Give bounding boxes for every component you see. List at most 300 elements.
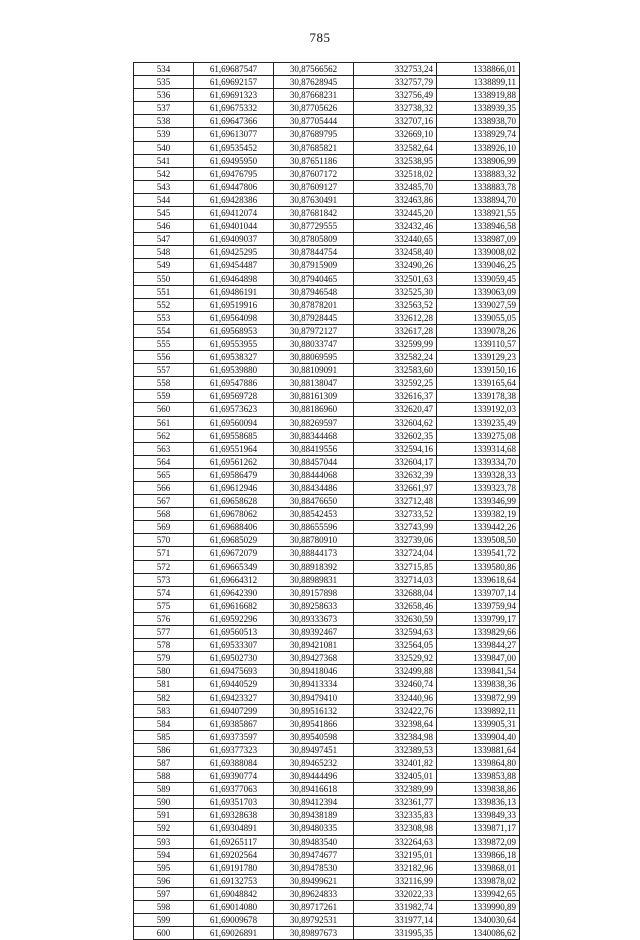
point-number-cell: 534 bbox=[134, 63, 194, 76]
table-row bbox=[134, 626, 520, 639]
y-coordinate-cell: 1339892,11 bbox=[437, 704, 520, 717]
longitude-cell: 30,89413334 bbox=[274, 678, 354, 691]
y-coordinate-cell: 1339323,78 bbox=[437, 482, 520, 495]
latitude-cell: 61,69685029 bbox=[194, 534, 274, 547]
point-number-cell: 538 bbox=[134, 115, 194, 128]
x-coordinate-cell: 332401,82 bbox=[354, 756, 437, 769]
y-coordinate-cell: 1338939,35 bbox=[437, 102, 520, 115]
x-coordinate-cell: 332724,04 bbox=[354, 547, 437, 560]
point-number-cell: 535 bbox=[134, 76, 194, 89]
x-coordinate-cell: 332440,96 bbox=[354, 691, 437, 704]
y-coordinate-cell: 1339328,33 bbox=[437, 468, 520, 481]
table-row bbox=[134, 272, 520, 285]
point-number-cell: 586 bbox=[134, 743, 194, 756]
table-row bbox=[134, 547, 520, 560]
x-coordinate-cell: 332612,28 bbox=[354, 311, 437, 324]
latitude-cell: 61,69265117 bbox=[194, 835, 274, 848]
x-coordinate-cell: 332116,99 bbox=[354, 874, 437, 887]
point-number-cell: 540 bbox=[134, 141, 194, 154]
latitude-cell: 61,69551964 bbox=[194, 442, 274, 455]
latitude-cell: 61,69642390 bbox=[194, 586, 274, 599]
table-row bbox=[134, 442, 520, 455]
latitude-cell: 61,69026891 bbox=[194, 927, 274, 940]
y-coordinate-cell: 1339905,31 bbox=[437, 717, 520, 730]
longitude-cell: 30,88138047 bbox=[274, 377, 354, 390]
x-coordinate-cell: 332604,17 bbox=[354, 455, 437, 468]
y-coordinate-cell: 1339110,57 bbox=[437, 337, 520, 350]
longitude-cell: 30,89480335 bbox=[274, 822, 354, 835]
table-row bbox=[134, 351, 520, 364]
table-row bbox=[134, 482, 520, 495]
latitude-cell: 61,69328638 bbox=[194, 809, 274, 822]
longitude-cell: 30,87607172 bbox=[274, 167, 354, 180]
latitude-cell: 61,69535452 bbox=[194, 141, 274, 154]
longitude-cell: 30,87915909 bbox=[274, 259, 354, 272]
table-row bbox=[134, 468, 520, 481]
latitude-cell: 61,69678062 bbox=[194, 508, 274, 521]
y-coordinate-cell: 1338938,70 bbox=[437, 115, 520, 128]
point-number-cell: 578 bbox=[134, 639, 194, 652]
point-number-cell: 537 bbox=[134, 102, 194, 115]
point-number-cell: 553 bbox=[134, 311, 194, 324]
table-row bbox=[134, 665, 520, 678]
x-coordinate-cell: 332669,10 bbox=[354, 128, 437, 141]
y-coordinate-cell: 1338987,09 bbox=[437, 233, 520, 246]
x-coordinate-cell: 332361,77 bbox=[354, 796, 437, 809]
longitude-cell: 30,87628945 bbox=[274, 76, 354, 89]
coordinates-table bbox=[133, 62, 520, 940]
point-number-cell: 554 bbox=[134, 324, 194, 337]
table-row bbox=[134, 573, 520, 586]
table-row bbox=[134, 102, 520, 115]
point-number-cell: 561 bbox=[134, 416, 194, 429]
table-row bbox=[134, 612, 520, 625]
y-coordinate-cell: 1339872,09 bbox=[437, 835, 520, 848]
longitude-cell: 30,88186960 bbox=[274, 403, 354, 416]
x-coordinate-cell: 332335,83 bbox=[354, 809, 437, 822]
x-coordinate-cell: 332022,33 bbox=[354, 887, 437, 900]
longitude-cell: 30,89624833 bbox=[274, 887, 354, 900]
y-coordinate-cell: 1339129,23 bbox=[437, 351, 520, 364]
longitude-cell: 30,87685821 bbox=[274, 141, 354, 154]
table-row bbox=[134, 639, 520, 652]
longitude-cell: 30,89479410 bbox=[274, 691, 354, 704]
latitude-cell: 61,69533307 bbox=[194, 639, 274, 652]
longitude-cell: 30,87805809 bbox=[274, 233, 354, 246]
point-number-cell: 564 bbox=[134, 455, 194, 468]
x-coordinate-cell: 332384,98 bbox=[354, 730, 437, 743]
point-number-cell: 590 bbox=[134, 796, 194, 809]
y-coordinate-cell: 1339878,02 bbox=[437, 874, 520, 887]
y-coordinate-cell: 1339838,86 bbox=[437, 783, 520, 796]
y-coordinate-cell: 1339868,01 bbox=[437, 861, 520, 874]
longitude-cell: 30,87566562 bbox=[274, 63, 354, 76]
x-coordinate-cell: 332463,86 bbox=[354, 193, 437, 206]
latitude-cell: 61,69132753 bbox=[194, 874, 274, 887]
table-row bbox=[134, 652, 520, 665]
latitude-cell: 61,69553955 bbox=[194, 337, 274, 350]
latitude-cell: 61,69440529 bbox=[194, 678, 274, 691]
latitude-cell: 61,69502730 bbox=[194, 652, 274, 665]
point-number-cell: 584 bbox=[134, 717, 194, 730]
point-number-cell: 581 bbox=[134, 678, 194, 691]
point-number-cell: 575 bbox=[134, 599, 194, 612]
x-coordinate-cell: 331982,74 bbox=[354, 901, 437, 914]
latitude-cell: 61,69390774 bbox=[194, 770, 274, 783]
point-number-cell: 563 bbox=[134, 442, 194, 455]
point-number-cell: 569 bbox=[134, 521, 194, 534]
latitude-cell: 61,69373597 bbox=[194, 730, 274, 743]
y-coordinate-cell: 1339844,27 bbox=[437, 639, 520, 652]
latitude-cell: 61,69401044 bbox=[194, 220, 274, 233]
x-coordinate-cell: 332712,48 bbox=[354, 495, 437, 508]
longitude-cell: 30,87705444 bbox=[274, 115, 354, 128]
point-number-cell: 571 bbox=[134, 547, 194, 560]
latitude-cell: 61,69407299 bbox=[194, 704, 274, 717]
y-coordinate-cell: 1338919,88 bbox=[437, 89, 520, 102]
table-row bbox=[134, 76, 520, 89]
x-coordinate-cell: 332422,76 bbox=[354, 704, 437, 717]
point-number-cell: 574 bbox=[134, 586, 194, 599]
table-row bbox=[134, 429, 520, 442]
y-coordinate-cell: 1340030,64 bbox=[437, 914, 520, 927]
y-coordinate-cell: 1339799,17 bbox=[437, 612, 520, 625]
y-coordinate-cell: 1339942,65 bbox=[437, 887, 520, 900]
point-number-cell: 562 bbox=[134, 429, 194, 442]
longitude-cell: 30,89474677 bbox=[274, 848, 354, 861]
latitude-cell: 61,69616682 bbox=[194, 599, 274, 612]
longitude-cell: 30,89478530 bbox=[274, 861, 354, 874]
y-coordinate-cell: 1339442,26 bbox=[437, 521, 520, 534]
latitude-cell: 61,69476795 bbox=[194, 167, 274, 180]
longitude-cell: 30,88542453 bbox=[274, 508, 354, 521]
y-coordinate-cell: 1339872,99 bbox=[437, 691, 520, 704]
y-coordinate-cell: 1338929,74 bbox=[437, 128, 520, 141]
table-row bbox=[134, 508, 520, 521]
table-row bbox=[134, 311, 520, 324]
latitude-cell: 61,69586479 bbox=[194, 468, 274, 481]
table-row bbox=[134, 521, 520, 534]
x-coordinate-cell: 332592,25 bbox=[354, 377, 437, 390]
x-coordinate-cell: 332620,47 bbox=[354, 403, 437, 416]
x-coordinate-cell: 331977,14 bbox=[354, 914, 437, 927]
longitude-cell: 30,89897673 bbox=[274, 927, 354, 940]
y-coordinate-cell: 1339046,25 bbox=[437, 259, 520, 272]
x-coordinate-cell: 332389,53 bbox=[354, 743, 437, 756]
y-coordinate-cell: 1339059,45 bbox=[437, 272, 520, 285]
page-number: 785 bbox=[309, 30, 331, 45]
longitude-cell: 30,88161309 bbox=[274, 390, 354, 403]
longitude-cell: 30,87972127 bbox=[274, 324, 354, 337]
longitude-cell: 30,89717261 bbox=[274, 901, 354, 914]
x-coordinate-cell: 332563,52 bbox=[354, 298, 437, 311]
y-coordinate-cell: 1339838,36 bbox=[437, 678, 520, 691]
x-coordinate-cell: 332485,70 bbox=[354, 180, 437, 193]
x-coordinate-cell: 332594,16 bbox=[354, 442, 437, 455]
latitude-cell: 61,69048842 bbox=[194, 887, 274, 900]
longitude-cell: 30,87878201 bbox=[274, 298, 354, 311]
table-row bbox=[134, 914, 520, 927]
point-number-cell: 559 bbox=[134, 390, 194, 403]
longitude-cell: 30,89541866 bbox=[274, 717, 354, 730]
longitude-cell: 30,89392467 bbox=[274, 626, 354, 639]
table-row bbox=[134, 154, 520, 167]
point-number-cell: 565 bbox=[134, 468, 194, 481]
y-coordinate-cell: 1340086,62 bbox=[437, 927, 520, 940]
latitude-cell: 61,69688406 bbox=[194, 521, 274, 534]
latitude-cell: 61,69009678 bbox=[194, 914, 274, 927]
point-number-cell: 570 bbox=[134, 534, 194, 547]
x-coordinate-cell: 332458,40 bbox=[354, 246, 437, 259]
table-row bbox=[134, 259, 520, 272]
point-number-cell: 585 bbox=[134, 730, 194, 743]
longitude-cell: 30,89499621 bbox=[274, 874, 354, 887]
y-coordinate-cell: 1338946,58 bbox=[437, 220, 520, 233]
point-number-cell: 550 bbox=[134, 272, 194, 285]
longitude-cell: 30,89540598 bbox=[274, 730, 354, 743]
longitude-cell: 30,89438189 bbox=[274, 809, 354, 822]
longitude-cell: 30,88444068 bbox=[274, 468, 354, 481]
x-coordinate-cell: 332739,06 bbox=[354, 534, 437, 547]
latitude-cell: 61,69464898 bbox=[194, 272, 274, 285]
latitude-cell: 61,69658628 bbox=[194, 495, 274, 508]
x-coordinate-cell: 332594,63 bbox=[354, 626, 437, 639]
x-coordinate-cell: 332602,35 bbox=[354, 429, 437, 442]
point-number-cell: 572 bbox=[134, 560, 194, 573]
x-coordinate-cell: 332490,26 bbox=[354, 259, 437, 272]
longitude-cell: 30,87609127 bbox=[274, 180, 354, 193]
y-coordinate-cell: 1339707,14 bbox=[437, 586, 520, 599]
latitude-cell: 61,69558685 bbox=[194, 429, 274, 442]
point-number-cell: 552 bbox=[134, 298, 194, 311]
table-row bbox=[134, 390, 520, 403]
table-row bbox=[134, 403, 520, 416]
longitude-cell: 30,89416618 bbox=[274, 783, 354, 796]
y-coordinate-cell: 1339078,26 bbox=[437, 324, 520, 337]
y-coordinate-cell: 1339008,02 bbox=[437, 246, 520, 259]
x-coordinate-cell: 332733,52 bbox=[354, 508, 437, 521]
table-row bbox=[134, 115, 520, 128]
longitude-cell: 30,88476650 bbox=[274, 495, 354, 508]
point-number-cell: 600 bbox=[134, 927, 194, 940]
longitude-cell: 30,89418046 bbox=[274, 665, 354, 678]
longitude-cell: 30,89258633 bbox=[274, 599, 354, 612]
point-number-cell: 547 bbox=[134, 233, 194, 246]
longitude-cell: 30,88269597 bbox=[274, 416, 354, 429]
latitude-cell: 61,69423327 bbox=[194, 691, 274, 704]
latitude-cell: 61,69569728 bbox=[194, 390, 274, 403]
x-coordinate-cell: 332757,79 bbox=[354, 76, 437, 89]
longitude-cell: 30,89157898 bbox=[274, 586, 354, 599]
table-row bbox=[134, 756, 520, 769]
latitude-cell: 61,69664312 bbox=[194, 573, 274, 586]
latitude-cell: 61,69377063 bbox=[194, 783, 274, 796]
longitude-cell: 30,89412394 bbox=[274, 796, 354, 809]
point-number-cell: 566 bbox=[134, 482, 194, 495]
table-row bbox=[134, 678, 520, 691]
x-coordinate-cell: 332582,24 bbox=[354, 351, 437, 364]
point-number-cell: 598 bbox=[134, 901, 194, 914]
longitude-cell: 30,88457044 bbox=[274, 455, 354, 468]
y-coordinate-cell: 1339063,09 bbox=[437, 285, 520, 298]
y-coordinate-cell: 1339150,16 bbox=[437, 364, 520, 377]
x-coordinate-cell: 332688,04 bbox=[354, 586, 437, 599]
point-number-cell: 568 bbox=[134, 508, 194, 521]
table-row bbox=[134, 246, 520, 259]
x-coordinate-cell: 332616,37 bbox=[354, 390, 437, 403]
latitude-cell: 61,69447806 bbox=[194, 180, 274, 193]
y-coordinate-cell: 1338894,70 bbox=[437, 193, 520, 206]
table-row bbox=[134, 455, 520, 468]
latitude-cell: 61,69687547 bbox=[194, 63, 274, 76]
longitude-cell: 30,88918392 bbox=[274, 560, 354, 573]
point-number-cell: 560 bbox=[134, 403, 194, 416]
latitude-cell: 61,69351703 bbox=[194, 796, 274, 809]
longitude-cell: 30,88419556 bbox=[274, 442, 354, 455]
point-number-cell: 588 bbox=[134, 770, 194, 783]
x-coordinate-cell: 332658,46 bbox=[354, 599, 437, 612]
x-coordinate-cell: 332538,95 bbox=[354, 154, 437, 167]
longitude-cell: 30,87681842 bbox=[274, 207, 354, 220]
y-coordinate-cell: 1339192,03 bbox=[437, 403, 520, 416]
table-row bbox=[134, 743, 520, 756]
longitude-cell: 30,89497451 bbox=[274, 743, 354, 756]
table-row bbox=[134, 770, 520, 783]
longitude-cell: 30,88033747 bbox=[274, 337, 354, 350]
x-coordinate-cell: 332582,64 bbox=[354, 141, 437, 154]
y-coordinate-cell: 1339055,05 bbox=[437, 311, 520, 324]
point-number-cell: 556 bbox=[134, 351, 194, 364]
longitude-cell: 30,89465232 bbox=[274, 756, 354, 769]
x-coordinate-cell: 332599,99 bbox=[354, 337, 437, 350]
point-number-cell: 583 bbox=[134, 704, 194, 717]
point-number-cell: 593 bbox=[134, 835, 194, 848]
y-coordinate-cell: 1339864,80 bbox=[437, 756, 520, 769]
table-row bbox=[134, 534, 520, 547]
y-coordinate-cell: 1339235,49 bbox=[437, 416, 520, 429]
table-row bbox=[134, 861, 520, 874]
y-coordinate-cell: 1339541,72 bbox=[437, 547, 520, 560]
y-coordinate-cell: 1339618,64 bbox=[437, 573, 520, 586]
y-coordinate-cell: 1339382,19 bbox=[437, 508, 520, 521]
latitude-cell: 61,69692157 bbox=[194, 76, 274, 89]
latitude-cell: 61,69613077 bbox=[194, 128, 274, 141]
table-row bbox=[134, 927, 520, 940]
point-number-cell: 589 bbox=[134, 783, 194, 796]
longitude-cell: 30,87928445 bbox=[274, 311, 354, 324]
x-coordinate-cell: 332583,60 bbox=[354, 364, 437, 377]
point-number-cell: 567 bbox=[134, 495, 194, 508]
y-coordinate-cell: 1338866,01 bbox=[437, 63, 520, 76]
table-row bbox=[134, 848, 520, 861]
point-number-cell: 594 bbox=[134, 848, 194, 861]
latitude-cell: 61,69425295 bbox=[194, 246, 274, 259]
x-coordinate-cell: 332432,46 bbox=[354, 220, 437, 233]
x-coordinate-cell: 332738,32 bbox=[354, 102, 437, 115]
table-row bbox=[134, 809, 520, 822]
latitude-cell: 61,69647366 bbox=[194, 115, 274, 128]
table-row bbox=[134, 835, 520, 848]
x-coordinate-cell: 332499,88 bbox=[354, 665, 437, 678]
y-coordinate-cell: 1339346,99 bbox=[437, 495, 520, 508]
table-row bbox=[134, 180, 520, 193]
point-number-cell: 557 bbox=[134, 364, 194, 377]
latitude-cell: 61,69538327 bbox=[194, 351, 274, 364]
latitude-cell: 61,69573623 bbox=[194, 403, 274, 416]
longitude-cell: 30,88069595 bbox=[274, 351, 354, 364]
x-coordinate-cell: 332604,62 bbox=[354, 416, 437, 429]
longitude-cell: 30,87946548 bbox=[274, 285, 354, 298]
y-coordinate-cell: 1338883,32 bbox=[437, 167, 520, 180]
y-coordinate-cell: 1338899,11 bbox=[437, 76, 520, 89]
y-coordinate-cell: 1339580,86 bbox=[437, 560, 520, 573]
y-coordinate-cell: 1338921,55 bbox=[437, 207, 520, 220]
table-row bbox=[134, 586, 520, 599]
longitude-cell: 30,89792531 bbox=[274, 914, 354, 927]
table-row bbox=[134, 691, 520, 704]
latitude-cell: 61,69612946 bbox=[194, 482, 274, 495]
x-coordinate-cell: 332707,16 bbox=[354, 115, 437, 128]
longitude-cell: 30,88844173 bbox=[274, 547, 354, 560]
y-coordinate-cell: 1339027,59 bbox=[437, 298, 520, 311]
x-coordinate-cell: 332308,98 bbox=[354, 822, 437, 835]
table-row bbox=[134, 167, 520, 180]
table-row bbox=[134, 233, 520, 246]
y-coordinate-cell: 1339841,54 bbox=[437, 665, 520, 678]
latitude-cell: 61,69672079 bbox=[194, 547, 274, 560]
table-row bbox=[134, 207, 520, 220]
x-coordinate-cell: 332389,99 bbox=[354, 783, 437, 796]
latitude-cell: 61,69519916 bbox=[194, 298, 274, 311]
y-coordinate-cell: 1339904,40 bbox=[437, 730, 520, 743]
table-row bbox=[134, 193, 520, 206]
table-row bbox=[134, 89, 520, 102]
point-number-cell: 576 bbox=[134, 612, 194, 625]
table-row bbox=[134, 599, 520, 612]
latitude-cell: 61,69191780 bbox=[194, 861, 274, 874]
longitude-cell: 30,87689795 bbox=[274, 128, 354, 141]
point-number-cell: 541 bbox=[134, 154, 194, 167]
x-coordinate-cell: 332529,92 bbox=[354, 652, 437, 665]
y-coordinate-cell: 1339275,08 bbox=[437, 429, 520, 442]
point-number-cell: 543 bbox=[134, 180, 194, 193]
table-row bbox=[134, 796, 520, 809]
point-number-cell: 580 bbox=[134, 665, 194, 678]
table-row bbox=[134, 874, 520, 887]
point-number-cell: 597 bbox=[134, 887, 194, 900]
table-row bbox=[134, 141, 520, 154]
longitude-cell: 30,88780910 bbox=[274, 534, 354, 547]
longitude-cell: 30,88655596 bbox=[274, 521, 354, 534]
longitude-cell: 30,89427368 bbox=[274, 652, 354, 665]
table-row bbox=[134, 364, 520, 377]
latitude-cell: 61,69412074 bbox=[194, 207, 274, 220]
y-coordinate-cell: 1339508,50 bbox=[437, 534, 520, 547]
point-number-cell: 548 bbox=[134, 246, 194, 259]
y-coordinate-cell: 1339990,89 bbox=[437, 901, 520, 914]
x-coordinate-cell: 332460,74 bbox=[354, 678, 437, 691]
y-coordinate-cell: 1339881,64 bbox=[437, 743, 520, 756]
point-number-cell: 579 bbox=[134, 652, 194, 665]
longitude-cell: 30,87668231 bbox=[274, 89, 354, 102]
y-coordinate-cell: 1339866,18 bbox=[437, 848, 520, 861]
longitude-cell: 30,87705626 bbox=[274, 102, 354, 115]
y-coordinate-cell: 1339178,38 bbox=[437, 390, 520, 403]
x-coordinate-cell: 332501,63 bbox=[354, 272, 437, 285]
y-coordinate-cell: 1339829,66 bbox=[437, 626, 520, 639]
longitude-cell: 30,87651186 bbox=[274, 154, 354, 167]
longitude-cell: 30,89516132 bbox=[274, 704, 354, 717]
